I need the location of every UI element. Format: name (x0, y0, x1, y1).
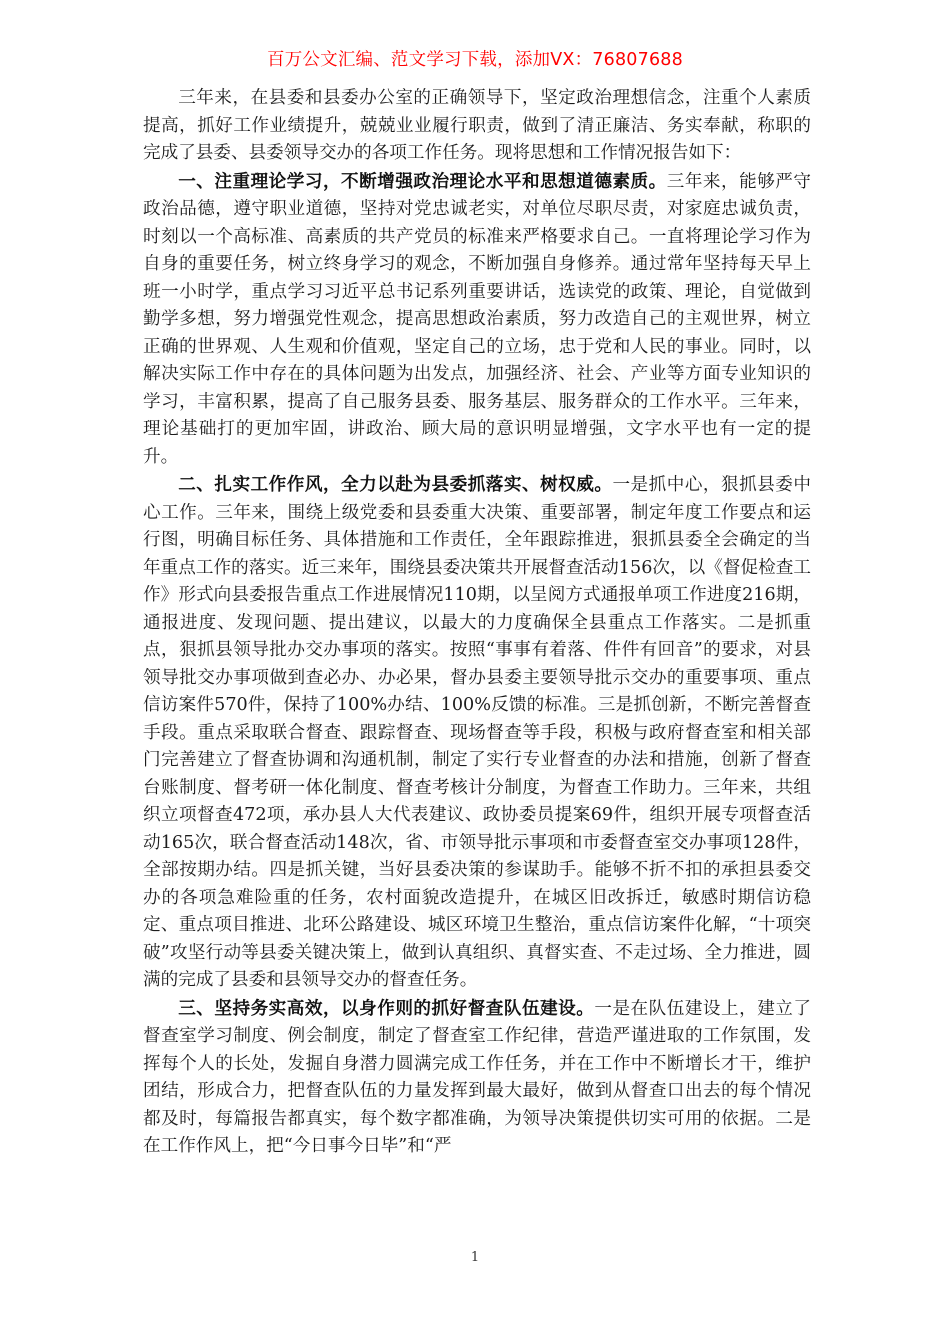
section-heading-1: 一、注重理论学习，不断增强政治理论水平和思想道德素质。 (178, 170, 667, 192)
paragraph-text: 三年来，能够严守政治品德，遵守职业道德，坚持对党忠诚老实，对单位尽职尽责，对家庭忠诚负责，时刻以一个高标准、高素质的共产党员的标准来严格要求自己。一直将理论学习作为自身的重要任务，树立终身学习的观念，不断加强自身修养。通过常年坚持每天早上班一小时学，重点学习习近平总书记系列重要讲话，选读党的政策、理论，自觉做到勤学多想，努力增强党性观念，提高思想政治素质，努力改造自己的主观世界，树立正确的世界观、人生观和价值观，坚定自己的立场，忠于党和人民的事业。同时，以解决实际工作中存在的具体问题为出发点，加强经济、社会、产业等方面专业知识的学习，丰富积累，提高了自己服务县委、服务基层、服务群众的工作水平。三年来，理论基础打的更加牢固，讲政治、顾大局的意识明显增强，文字水平也有一定的提升。 (143, 171, 811, 467)
paragraph-text: 一是抓中心，狠抓县委中心工作。三年来，围绕上级党委和县委重大决策、重要部署，制定年度工作要点和运行图，明确目标任务、具体措施和工作责任，全年跟踪推进，狠抓县委全会确定的当年重点工作的落实。近三来年，围绕县委决策共开展督查活动156次，以《督促检查工作》形式向县委报告重点工作进展情况110期，以呈阅方式通报单项工作进度216期，通报进度、发现问题、提出建议，以最大的力度确保全县重点工作落实。二是抓重点，狠抓县领导批办交办事项的落实。按照“事事有着落、件件有回音”的要求，对县领导批交办事项做到查必办、办必果，督办县委主要领导批示交办的重要事项、重点信访案件570件，保持了100%办结、100%反馈的标准。三是抓创新，不断完善督查手段。重点采取联合督查、跟踪督查、现场督查等手段，积极与政府督查室和相关部门完善建立了督查协调和沟通机制，制定了实行专业督查的办法和措施，创新了督查台账制度、督考研一体化制度、督查考核计分制度，为督查工作助力。三年来，共组织立项督查472项，承办县人大代表建议、政协委员提案69件，组织开展专项督查活动165次，联合督查活动148次，省、市领导批示事项和市委督查室交办事项128件，全部按期办结。四是抓关键，当好县委决策的参谋助手。能够不折不扣的承担县委交办的各项急难险重的任务，农村面貌改造提升，在城区旧改拆迁，敏感时期信访稳定、重点项目推进、北环公路建设、城区环境卫生整治，重点信访案件化解，“十项突破”攻坚行动等县委关键决策上，做到认真组织、真督实查、不走过场、全力推进，圆满的完成了县委和县领导交办的督查任务。 (143, 475, 811, 990)
watermark-header: 百万公文汇编、范文学习下载，添加VX：76807688 (267, 50, 683, 70)
document-body (143, 84, 811, 1161)
section-heading-2: 二、扎实工作作风，全力以赴为县委抓落实、树权威。 (178, 474, 613, 495)
paragraph-section-1 (143, 168, 811, 472)
paragraph-section-3 (143, 995, 811, 1161)
paragraph-section-2 (143, 471, 811, 995)
paragraph-text: 三年来，在县委和县委办公室的正确领导下，坚定政治理想信念，注重个人素质提高，抓好工作业绩提升，兢兢业业履行职责，做到了清正廉洁、务实奉献，称职的完成了县委、县委领导交办的各项工作任务。现将思想和工作情况报告如下： (143, 88, 811, 163)
page-number: 1 (470, 1250, 480, 1265)
paragraph-intro (143, 84, 811, 168)
paragraph-text: 一是在队伍建设上，建立了督查室学习制度、例会制度，制定了督查室工作纪律，营造严谨进取的工作氛围，发挥每个人的长处，发掘自身潜力圆满完成工作任务，并在工作中不断增长才干，维护团结，形成合力，把督查队伍的力量发挥到最大最好，做到从督查口出去的每个情况都及时，每篇报告都真实，每个数字都准确，为领导决策提供切实可用的依据。二是在工作作风上，把“今日事今日毕”和“严 (143, 998, 811, 1156)
section-heading-3: 三、坚持务实高效，以身作则的抓好督查队伍建设。 (178, 997, 595, 1019)
